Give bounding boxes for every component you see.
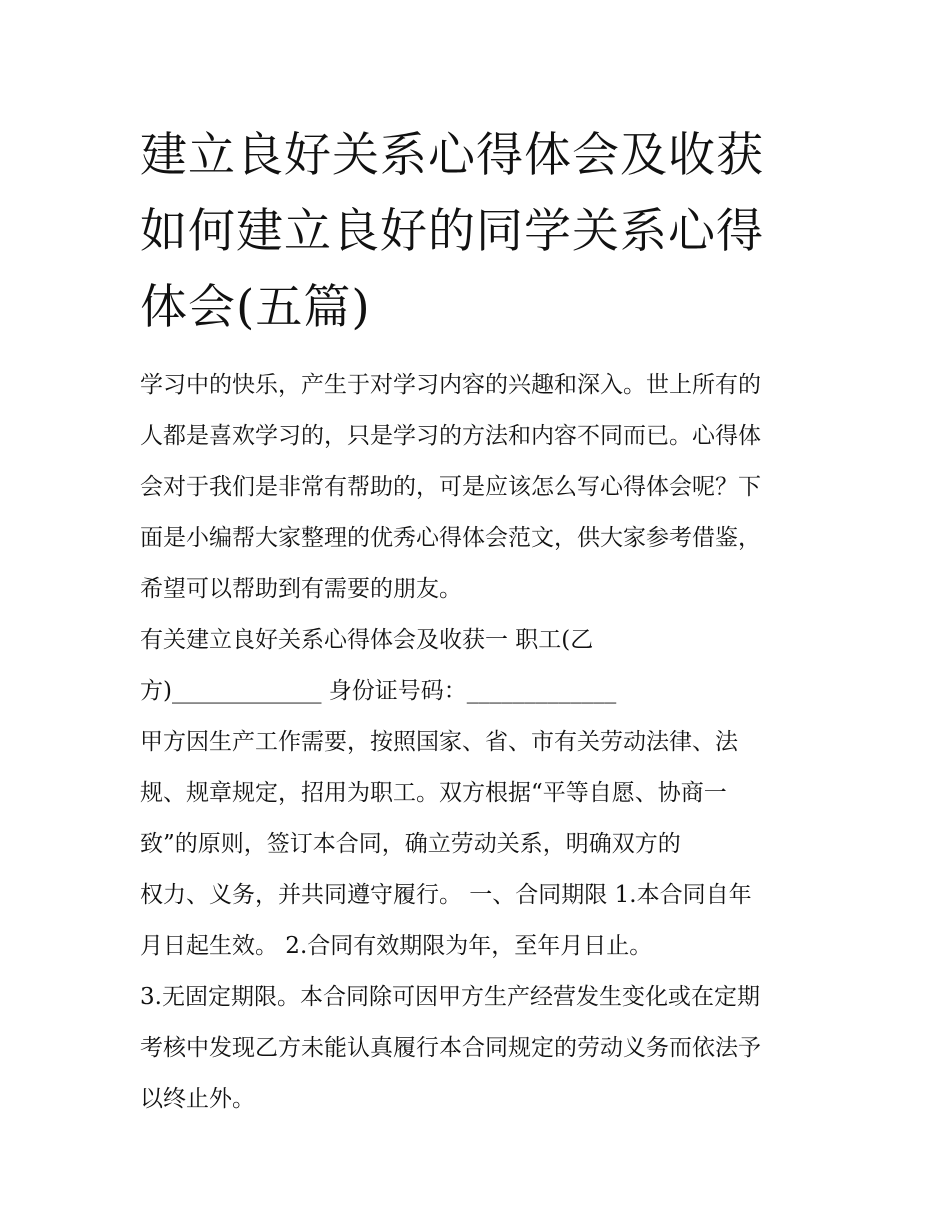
body-line: 月日起生效。 2.合同有效期限为年，至年月日止。 [140, 933, 653, 959]
body-line: 会对于我们是非常有帮助的，可是应该怎么写心得体会呢？下 [140, 474, 761, 500]
title-line: 体会(五篇) [140, 280, 371, 335]
body-line: 甲方因生产工作需要，按照国家、省、市有关劳动法律、法 [140, 729, 738, 755]
title-line: 建立良好关系心得体会及收获 [140, 128, 764, 183]
body-line: 考核中发现乙方未能认真履行本合同规定的劳动义务而依法予 [140, 1035, 761, 1061]
body-line: 学习中的快乐，产生于对学习内容的兴趣和深入。世上所有的 [140, 372, 761, 398]
body-line: 面是小编帮大家整理的优秀心得体会范文，供大家参考借鉴， [140, 525, 761, 551]
body-line: 规、规章规定，招用为职工。双方根据“平等自愿、协商一 [140, 780, 727, 806]
body-line: 方)_____________ 身份证号码：_____________ [140, 678, 617, 704]
body-line: 人都是喜欢学习的，只是学习的方法和内容不同而已。心得体 [140, 423, 761, 449]
body-line: 希望可以帮助到有需要的朋友。 [140, 576, 462, 602]
title-line: 如何建立良好的同学关系心得 [140, 204, 764, 259]
body-line: 有关建立良好关系心得体会及收获一 职工(乙 [140, 627, 594, 653]
body-line: 权力、义务，并共同遵守履行。 一、合同期限 1.本合同自年 [140, 882, 752, 908]
document-title [140, 118, 840, 346]
body-line: 3.无固定期限。本合同除可因甲方生产经营发生变化或在定期 [140, 984, 760, 1010]
body-line: 致”的原则，签订本合同，确立劳动关系，明确双方的 [140, 831, 681, 857]
document-body [140, 360, 840, 1125]
body-line: 以终止外。 [140, 1086, 255, 1112]
